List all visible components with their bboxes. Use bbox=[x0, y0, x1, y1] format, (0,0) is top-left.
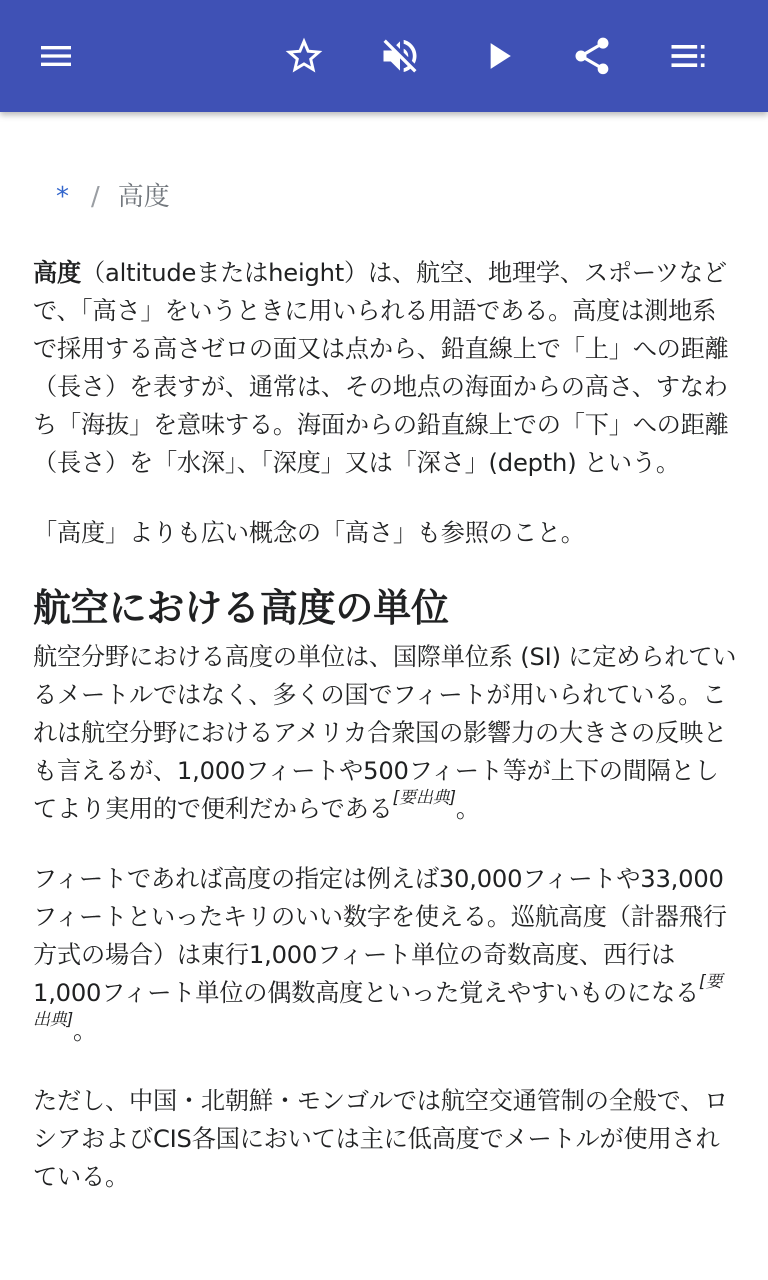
menu-icon bbox=[36, 36, 76, 76]
see-also-paragraph: 「高度」よりも広い概念の「高さ」も参照のこと。 bbox=[33, 519, 585, 547]
breadcrumb-current: 高度 bbox=[117, 182, 170, 212]
section-paragraph-2: フィートであれば高度の指定は例えば30,000フィートや33,000フィートといったキリのいい数字を使える。巡航高度（計器飛行方式の場合）は東行1,000フィート単位の奇数高度、西行は1,000フィート単位の偶数高度といった覚えやすいものになる[要出典]。 bbox=[33, 865, 727, 1045]
star-icon bbox=[282, 34, 326, 78]
intro-text: （altitudeまたはheight）は、航空、地理学、スポーツなどで、「高さ」をいうときに用いられる用語である。高度は測地系で採用する高さゼロの面又は点から、鉛直線上で「上」への距離（長さ）を表すが、通常は、その地点の海面からの高さ、すなわち「海抜」を意味する。海面からの鉛直線上での「下」への距離（長さ）を「水深」、「深度」又は「深さ」(depth) という。 bbox=[33, 259, 729, 477]
breadcrumb-separator: / bbox=[91, 182, 100, 212]
contents-button[interactable] bbox=[660, 28, 716, 84]
paragraph-text: 航空分野における高度の単位は、国際単位系 (SI) に定められているメートルではなく、多くの国でフィートが用いられている。これは航空分野におけるアメリカ合衆国の影響力の大きさの反映とも言えるが、1,000フィートや500フィート等が上下の間隔としてより実用的で便利だからである bbox=[33, 643, 737, 823]
menu-button[interactable] bbox=[28, 28, 84, 84]
share-button[interactable] bbox=[564, 28, 620, 84]
citation-needed-link[interactable]: 要出典 bbox=[399, 788, 450, 808]
playlist-icon bbox=[666, 34, 710, 78]
bookmark-button[interactable] bbox=[276, 28, 332, 84]
article-body bbox=[33, 254, 737, 1228]
breadcrumb-home-link[interactable]: * bbox=[56, 182, 69, 212]
citation-needed-link[interactable]: 要出典 bbox=[33, 972, 723, 1030]
citation-needed: [要出典] bbox=[33, 972, 723, 1030]
section-paragraph-3: ただし、中国・北朝鮮・モンゴルでは航空交通管制の全般で、ロシアおよびCIS各国においては主に低高度でメートルが使用されている。 bbox=[33, 1087, 729, 1191]
article-term: 高度 bbox=[33, 259, 81, 287]
play-button[interactable] bbox=[470, 28, 526, 84]
citation-needed: [要出典] bbox=[392, 788, 456, 808]
app-bar bbox=[0, 0, 768, 112]
section-heading: 航空における高度の単位 bbox=[33, 586, 449, 630]
paragraph-text: フィートであれば高度の指定は例えば30,000フィートや33,000フィートといったキリのいい数字を使える。巡航高度（計器飛行方式の場合）は東行1,000フィート単位の奇数高度、西行は1,000フィート単位の偶数高度といった覚えやすいものになる bbox=[33, 865, 727, 1007]
share-icon bbox=[570, 34, 614, 78]
breadcrumb bbox=[56, 180, 170, 214]
intro-paragraph bbox=[33, 254, 737, 482]
play-icon bbox=[476, 34, 520, 78]
volume-off-icon bbox=[378, 34, 422, 78]
mute-button[interactable] bbox=[372, 28, 428, 84]
section-paragraph-1: 航空分野における高度の単位は、国際単位系 (SI) に定められているメートルではなく、多くの国でフィートが用いられている。これは航空分野におけるアメリカ合衆国の影響力の大きさの反映とも言えるが、1,000フィートや500フィート等が上下の間隔としてより実用的で便利だからである[要出典]。 bbox=[33, 643, 737, 823]
article-content bbox=[0, 112, 768, 1280]
